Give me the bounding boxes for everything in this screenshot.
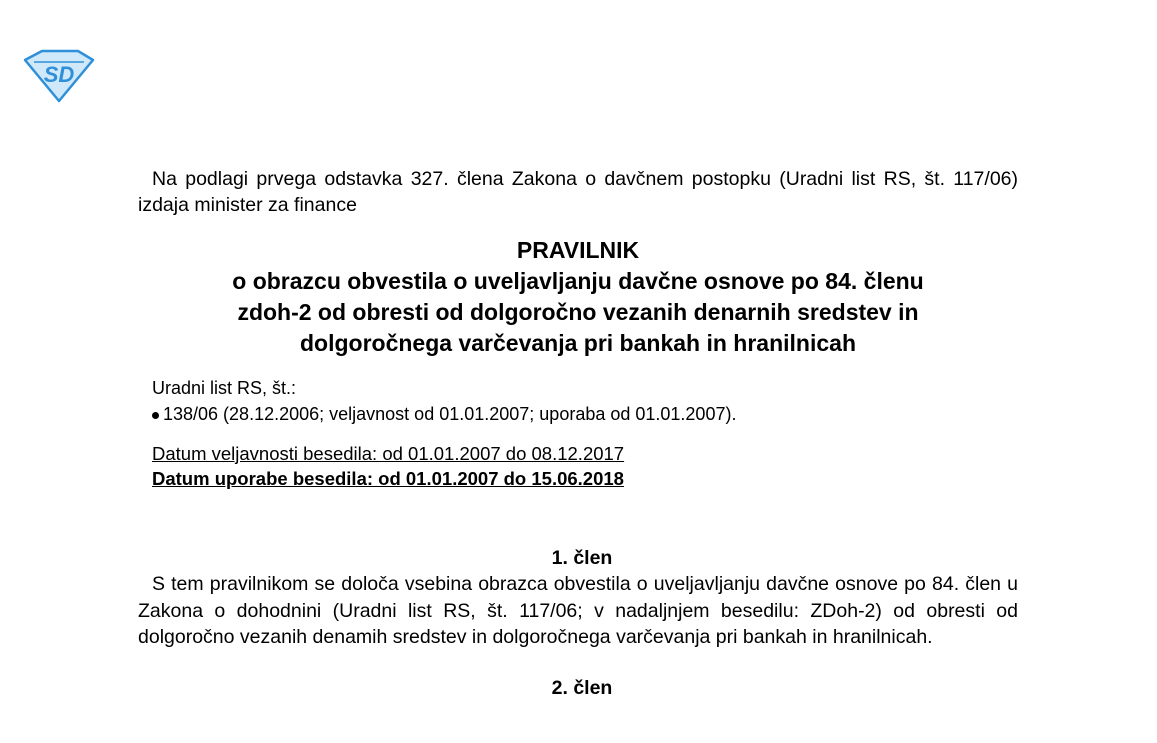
title-heading: PRAVILNIK [516,237,640,263]
article-2-heading: 2. člen [551,676,613,699]
dates-block [138,441,1018,491]
title-line-2: zdoh-2 od obresti od dolgoročno vezanih denarnih sredstev in [237,299,919,325]
publisher-logo-icon [22,48,96,104]
gazette-entry-text: 138/06 (28.12.2006; veljavnost od 01.01.2007; uporaba od 01.01.2007). [163,404,737,424]
title-line-1: o obrazcu obvestila o uveljavljanju davčne osnove po 84. členu [232,268,924,294]
gazette-entry [152,402,1018,427]
title-line-3: dolgoročnega varčevanja pri bankah in hranilnicah [300,330,856,356]
logo-lettering: SD [43,62,75,87]
article-1-heading: 1. člen [551,547,613,569]
gazette-info [138,376,1018,427]
gazette-label: Uradni list RS, št.: [152,378,297,398]
document-page [138,166,1018,701]
application-date: Datum uporabe besedila: od 01.01.2007 do 15.06.2018 [152,468,624,489]
validity-date: Datum veljavnosti besedila: od 01.01.2007 do 08.12.2017 [152,443,625,464]
document-title [138,235,1018,359]
intro-paragraph: Na podlagi prvega odstavka 327. člena Zakona o davčnem postopku (Uradni list RS, št. 117/06) izdaja minister za finance [138,168,1018,216]
bullet-icon [152,412,159,419]
article-1-body: S tem pravilnikom se določa vsebina obrazca obvestila o uveljavljanju davčne osnove po 84. člen u Zakona o dohodnini (Uradni list RS, št. 117/06; v nadaljnjem besedilu: ZDoh-2) od obresti od dolgoročno vezanih denamih sredstev in dolgoročnega varčevanja pri bankah in hranilnicah. [138,573,1018,648]
